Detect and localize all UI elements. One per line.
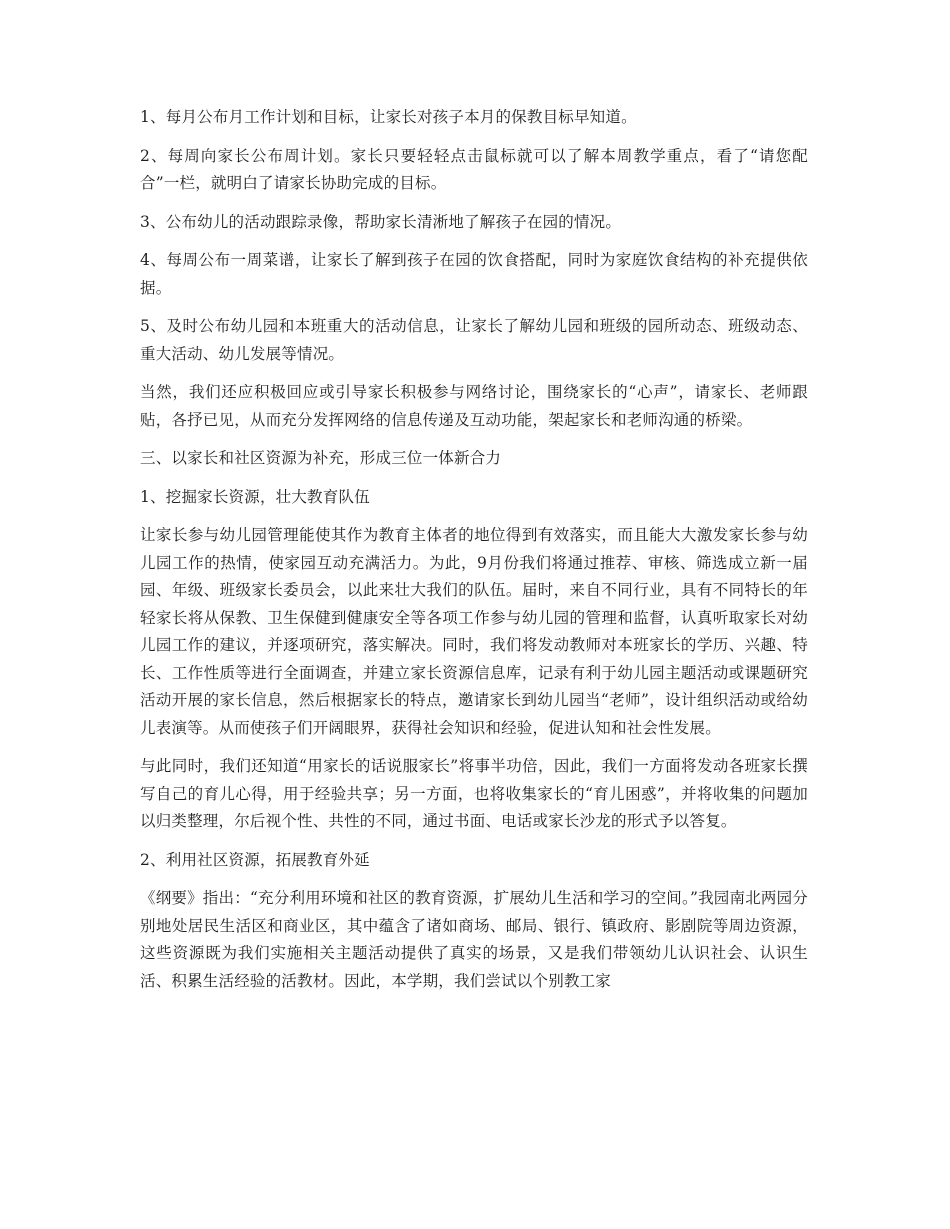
paragraph-weekly-menu: 4、每周公布一周菜谱，让家长了解到孩子在园的饮食搭配，同时为家庭饮食结构的补充提供依据。	[140, 251, 808, 297]
paragraph-monthly-plan: 1、每月公布月工作计划和目标，让家长对孩子本月的保教目标早知道。	[140, 108, 637, 126]
paragraph-parent-committee: 让家长参与幼儿园管理能使其作为教育主体者的地位得到有效落实，而且能大大激发家长参与幼儿园工作的热情，使家园互动充满活力。为此，9月份我们将通过推荐、审核、筛选成立新一届园、年级、班级家长委员会，以此来壮大我们的队伍。届时，来自不同行业，具有不同特长的年轻家长将从保教、卫生保健到健康安全等各项工作参与幼儿园的管理和监督，认真听取家长对幼儿园工作的建议，并逐项研究，落实解决。同时，我们将发动教师对本班家长的学历、兴趣、特长、工作性质等进行全面调查，并建立家长资源信息库，记录有利于幼儿园主题活动或课题研究活动开展的家长信息，然后根据家长的特点，邀请家长到幼儿园当“老师”，设计组织活动或给幼儿表演等。从而使孩子们开阔眼界，获得社会知识和经验，促进认知和社会性发展。	[140, 526, 808, 737]
paragraph-parenting-experience: 与此同时，我们还知道“用家长的话说服家长”将事半功倍，因此，我们一方面将发动各班家长撰写自己的育儿心得，用于经验共享；另一方面，也将收集家长的“育儿困惑”，并将收集的问题加以归类整理，尔后视个性、共性的不同，通过书面、电话或家长沙龙的形式予以答复。	[140, 757, 808, 830]
paragraph-guideline-quote: 《纲要》指出：“充分利用环境和社区的教育资源，扩展幼儿生活和学习的空间。”我园南北两园分别地处居民生活区和商业区，其中蕴含了诸如商场、邮局、银行、镇政府、影剧院等周边资源，这些资源既为我们实施相关主题活动提供了真实的场景，又是我们带领幼儿认识社会、认识生活、积累生活经验的活教材。因此，本学期，我们尝试以个别教工家	[140, 889, 808, 990]
paragraph-activity-info: 5、及时公布幼儿园和本班重大的活动信息，让家长了解幼儿园和班级的园所动态、班级动态、重大活动、幼儿发展等情况。	[140, 317, 808, 363]
document-body	[140, 104, 808, 1006]
paragraph-weekly-plan: 2、每周向家长公布周计划。家长只要轻轻点击鼠标就可以了解本周教学重点，看了“请您配合”一栏，就明白了请家长协助完成的目标。	[140, 146, 808, 192]
subheading-community-resources: 2、利用社区资源，拓展教育外延	[140, 850, 370, 869]
paragraph-activity-video: 3、公布幼儿的活动跟踪录像，帮助家长清淅地了解孩子在园的情况。	[140, 212, 622, 231]
section-heading-three: 三、以家长和社区资源为补充，形成三位一体新合力	[140, 449, 502, 467]
paragraph-online-discussion: 当然，我们还应积极回应或引导家长积极参与网络讨论，围绕家长的“心声”，请家长、老师跟贴，各抒已见，从而充分发挥网络的信息传递及互动功能，架起家长和老师沟通的桥梁。	[140, 383, 808, 429]
subheading-parent-resources: 1、挖掘家长资源，壮大教育队伍	[140, 487, 370, 506]
